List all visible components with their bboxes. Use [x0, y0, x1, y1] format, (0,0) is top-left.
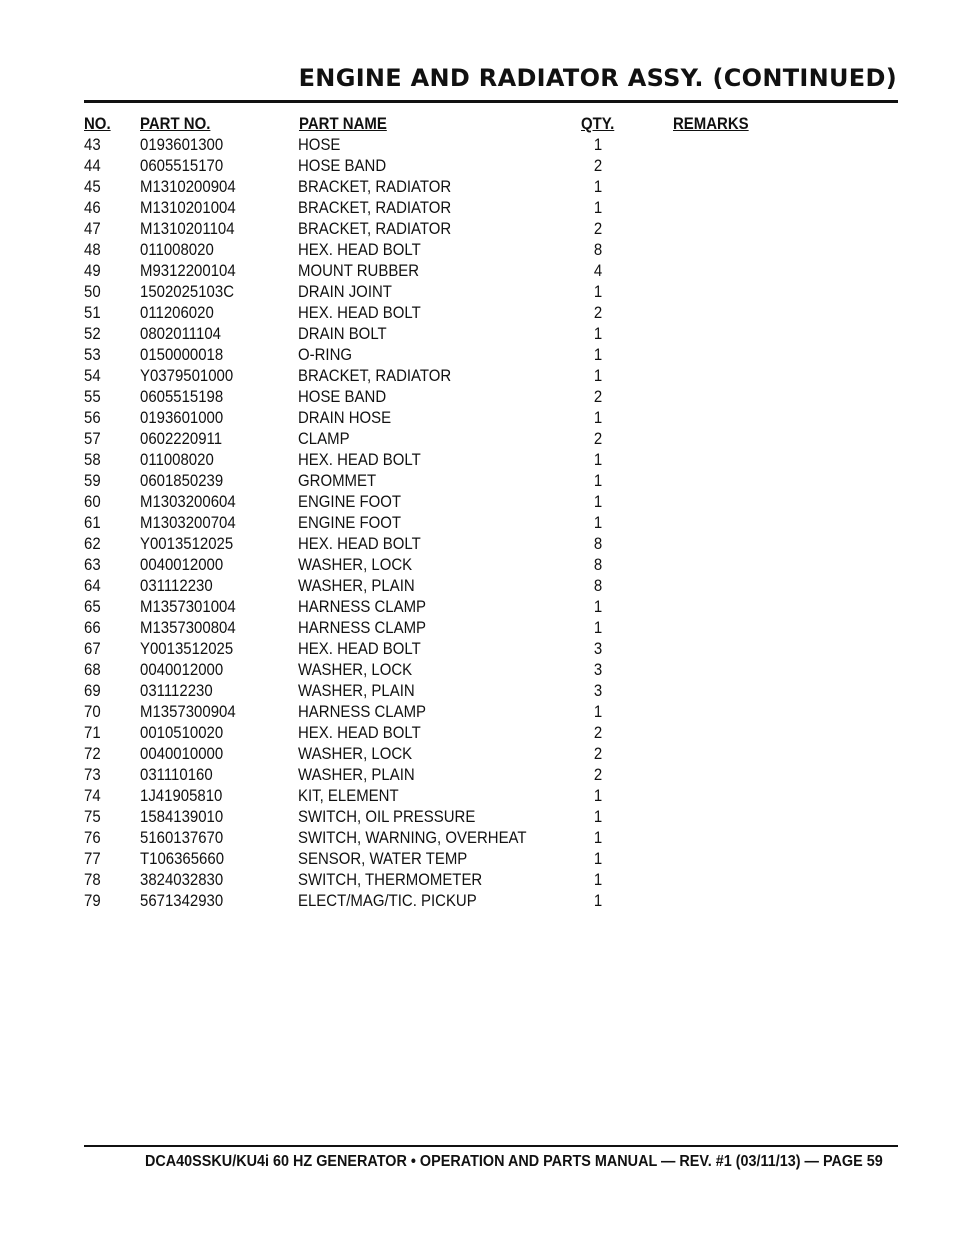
- part-qty: 1: [593, 807, 603, 826]
- part-qty: 2: [593, 723, 603, 742]
- part-number-index: 55: [84, 387, 101, 406]
- part-qty: 1: [593, 702, 603, 721]
- table-row: [0, 218, 954, 239]
- part-name: BRACKET, RADIATOR: [298, 198, 452, 217]
- part-name: MOUNT RUBBER: [298, 261, 420, 280]
- part-name: HEX. HEAD BOLT: [298, 240, 421, 259]
- part-no: 0193601300: [140, 135, 224, 154]
- table-row: [0, 491, 954, 512]
- part-name: HEX. HEAD BOLT: [298, 303, 421, 322]
- part-no: 0601850239: [140, 471, 224, 490]
- part-qty: 1: [593, 282, 603, 301]
- part-no: 0193601000: [140, 408, 224, 427]
- part-no: 0010510020: [140, 723, 224, 742]
- part-qty: 1: [593, 198, 603, 217]
- part-number-index: 67: [84, 639, 101, 658]
- table-row: [0, 869, 954, 890]
- part-no: 1584139010: [140, 807, 224, 826]
- part-qty: 1: [593, 492, 603, 511]
- part-qty: 1: [593, 450, 603, 469]
- part-qty: 8: [593, 555, 603, 574]
- part-no: 031110160: [140, 765, 213, 784]
- part-no: Y0013512025: [140, 639, 234, 658]
- table-row: [0, 302, 954, 323]
- part-no: M1310201104: [140, 219, 235, 238]
- header-part-no: PART NO.: [140, 114, 211, 133]
- page-footer: DCA40SSKU/KU4i 60 HZ GENERATOR • OPERATION AND PARTS MANUAL — REV. #1 (03/11/13) — PAGE 59: [145, 1153, 883, 1170]
- part-name: GROMMET: [298, 471, 377, 490]
- part-no: 0040010000: [140, 744, 224, 763]
- part-number-index: 45: [84, 177, 101, 196]
- table-row: [0, 680, 954, 701]
- page-title: ENGINE AND RADIATOR ASSY. (CONTINUED): [298, 64, 897, 92]
- part-number-index: 77: [84, 849, 101, 868]
- part-name: HARNESS CLAMP: [298, 618, 427, 637]
- part-qty: 1: [593, 324, 603, 343]
- part-number-index: 52: [84, 324, 101, 343]
- part-number-index: 47: [84, 219, 101, 238]
- part-number-index: 76: [84, 828, 101, 847]
- table-row: [0, 848, 954, 869]
- table-row: [0, 638, 954, 659]
- part-number-index: 43: [84, 135, 101, 154]
- part-name: ELECT/MAG/TIC. PICKUP: [298, 891, 477, 910]
- part-qty: 2: [593, 429, 603, 448]
- part-qty: 8: [593, 576, 603, 595]
- part-qty: 1: [593, 135, 603, 154]
- table-row: [0, 806, 954, 827]
- table-row: [0, 533, 954, 554]
- part-name: ENGINE FOOT: [298, 513, 402, 532]
- part-number-index: 53: [84, 345, 101, 364]
- part-number-index: 78: [84, 870, 101, 889]
- table-row: [0, 617, 954, 638]
- header-remarks: REMARKS: [673, 114, 749, 133]
- part-name: SWITCH, WARNING, OVERHEAT: [298, 828, 527, 847]
- table-row: [0, 260, 954, 281]
- part-no: Y0379501000: [140, 366, 234, 385]
- table-row: [0, 344, 954, 365]
- part-no: T106365660: [140, 849, 225, 868]
- part-no: 011008020: [140, 240, 214, 259]
- table-row: [0, 428, 954, 449]
- part-name: DRAIN JOINT: [298, 282, 392, 301]
- table-row: [0, 890, 954, 911]
- part-number-index: 73: [84, 765, 101, 784]
- part-no: M1357300904: [140, 702, 236, 721]
- part-qty: 1: [593, 618, 603, 637]
- table-row: [0, 743, 954, 764]
- part-number-index: 72: [84, 744, 101, 763]
- part-name: DRAIN BOLT: [298, 324, 387, 343]
- table-row: [0, 176, 954, 197]
- part-number-index: 50: [84, 282, 101, 301]
- part-name: SWITCH, OIL PRESSURE: [298, 807, 476, 826]
- part-no: M1357300804: [140, 618, 236, 637]
- part-name: HEX. HEAD BOLT: [298, 723, 421, 742]
- table-row: [0, 239, 954, 260]
- part-name: WASHER, LOCK: [298, 660, 413, 679]
- part-number-index: 74: [84, 786, 101, 805]
- part-number-index: 75: [84, 807, 101, 826]
- part-qty: 2: [593, 219, 603, 238]
- part-name: HEX. HEAD BOLT: [298, 639, 421, 658]
- part-number-index: 46: [84, 198, 101, 217]
- part-no: 0150000018: [140, 345, 224, 364]
- part-no: 3824032830: [140, 870, 224, 889]
- part-number-index: 44: [84, 156, 101, 175]
- part-qty: 2: [593, 744, 603, 763]
- part-no: 011008020: [140, 450, 214, 469]
- part-qty: 8: [593, 534, 603, 553]
- part-name: BRACKET, RADIATOR: [298, 366, 452, 385]
- table-row: [0, 575, 954, 596]
- table-row: [0, 827, 954, 848]
- part-number-index: 54: [84, 366, 101, 385]
- part-name: HEX. HEAD BOLT: [298, 450, 421, 469]
- parts-table-body: [0, 134, 954, 911]
- part-no: 1502025103C: [140, 282, 235, 301]
- part-number-index: 57: [84, 429, 101, 448]
- part-no: 1J41905810: [140, 786, 223, 805]
- part-name: KIT, ELEMENT: [298, 786, 399, 805]
- table-row: [0, 470, 954, 491]
- part-qty: 2: [593, 303, 603, 322]
- table-row: [0, 134, 954, 155]
- part-no: 5160137670: [140, 828, 224, 847]
- table-row: [0, 365, 954, 386]
- part-no: M1310200904: [140, 177, 236, 196]
- header-qty: QTY.: [581, 114, 615, 133]
- part-name: WASHER, LOCK: [298, 555, 413, 574]
- part-no: 0605515198: [140, 387, 224, 406]
- table-row: [0, 155, 954, 176]
- part-no: 0605515170: [140, 156, 224, 175]
- part-name: SENSOR, WATER TEMP: [298, 849, 468, 868]
- part-qty: 2: [593, 156, 603, 175]
- part-qty: 1: [593, 849, 603, 868]
- part-name: HOSE BAND: [298, 387, 387, 406]
- part-no: M1357301004: [140, 597, 236, 616]
- part-number-index: 59: [84, 471, 101, 490]
- part-number-index: 49: [84, 261, 101, 280]
- table-row: [0, 722, 954, 743]
- table-row: [0, 764, 954, 785]
- part-no: 011206020: [140, 303, 214, 322]
- part-number-index: 62: [84, 534, 101, 553]
- part-name: BRACKET, RADIATOR: [298, 219, 452, 238]
- table-row: [0, 554, 954, 575]
- part-number-index: 65: [84, 597, 101, 616]
- part-name: O-RING: [298, 345, 353, 364]
- part-name: HOSE BAND: [298, 156, 387, 175]
- part-name: HARNESS CLAMP: [298, 702, 427, 721]
- part-no: M9312200104: [140, 261, 236, 280]
- table-row: [0, 596, 954, 617]
- part-qty: 1: [593, 786, 603, 805]
- header-no: NO.: [84, 114, 111, 133]
- table-row: [0, 386, 954, 407]
- part-number-index: 60: [84, 492, 101, 511]
- part-no: 5671342930: [140, 891, 224, 910]
- part-name: WASHER, PLAIN: [298, 681, 415, 700]
- part-qty: 1: [593, 513, 603, 532]
- table-row: [0, 512, 954, 533]
- part-number-index: 66: [84, 618, 101, 637]
- part-number-index: 63: [84, 555, 101, 574]
- part-name: SWITCH, THERMOMETER: [298, 870, 483, 889]
- part-qty: 1: [593, 345, 603, 364]
- part-no: M1310201004: [140, 198, 236, 217]
- header-part-name: PART NAME: [299, 114, 387, 133]
- part-qty: 1: [593, 891, 603, 910]
- part-number-index: 64: [84, 576, 101, 595]
- table-row: [0, 323, 954, 344]
- part-name: HOSE: [298, 135, 341, 154]
- part-qty: 1: [593, 597, 603, 616]
- part-name: HARNESS CLAMP: [298, 597, 427, 616]
- part-no: 031112230: [140, 681, 213, 700]
- part-number-index: 51: [84, 303, 101, 322]
- part-qty: 3: [593, 660, 603, 679]
- part-number-index: 56: [84, 408, 101, 427]
- title-rule: [84, 100, 898, 103]
- part-qty: 3: [593, 639, 603, 658]
- part-qty: 1: [593, 177, 603, 196]
- footer-rule: [84, 1145, 898, 1147]
- part-number-index: 61: [84, 513, 101, 532]
- part-no: 0040012000: [140, 555, 224, 574]
- table-row: [0, 659, 954, 680]
- part-no: M1303200604: [140, 492, 236, 511]
- part-qty: 1: [593, 828, 603, 847]
- part-qty: 1: [593, 408, 603, 427]
- part-qty: 3: [593, 681, 603, 700]
- part-name: BRACKET, RADIATOR: [298, 177, 452, 196]
- part-qty: 8: [593, 240, 603, 259]
- table-row: [0, 197, 954, 218]
- table-row: [0, 785, 954, 806]
- table-row: [0, 449, 954, 470]
- part-no: 031112230: [140, 576, 213, 595]
- part-number-index: 79: [84, 891, 101, 910]
- part-number-index: 48: [84, 240, 101, 259]
- part-number-index: 71: [84, 723, 101, 742]
- part-no: 0040012000: [140, 660, 224, 679]
- part-number-index: 69: [84, 681, 101, 700]
- part-number-index: 58: [84, 450, 101, 469]
- part-number-index: 68: [84, 660, 101, 679]
- table-row: [0, 701, 954, 722]
- part-qty: 2: [593, 765, 603, 784]
- part-qty: 2: [593, 387, 603, 406]
- part-no: Y0013512025: [140, 534, 234, 553]
- part-name: DRAIN HOSE: [298, 408, 392, 427]
- part-qty: 1: [593, 870, 603, 889]
- part-name: ENGINE FOOT: [298, 492, 402, 511]
- part-number-index: 70: [84, 702, 101, 721]
- part-name: HEX. HEAD BOLT: [298, 534, 421, 553]
- part-qty: 1: [593, 366, 603, 385]
- table-row: [0, 281, 954, 302]
- part-name: CLAMP: [298, 429, 350, 448]
- part-qty: 1: [593, 471, 603, 490]
- part-name: WASHER, LOCK: [298, 744, 413, 763]
- part-name: WASHER, PLAIN: [298, 765, 415, 784]
- table-row: [0, 407, 954, 428]
- part-name: WASHER, PLAIN: [298, 576, 415, 595]
- part-no: 0802011104: [140, 324, 221, 343]
- part-no: 0602220911: [140, 429, 223, 448]
- part-qty: 4: [593, 261, 603, 280]
- part-no: M1303200704: [140, 513, 236, 532]
